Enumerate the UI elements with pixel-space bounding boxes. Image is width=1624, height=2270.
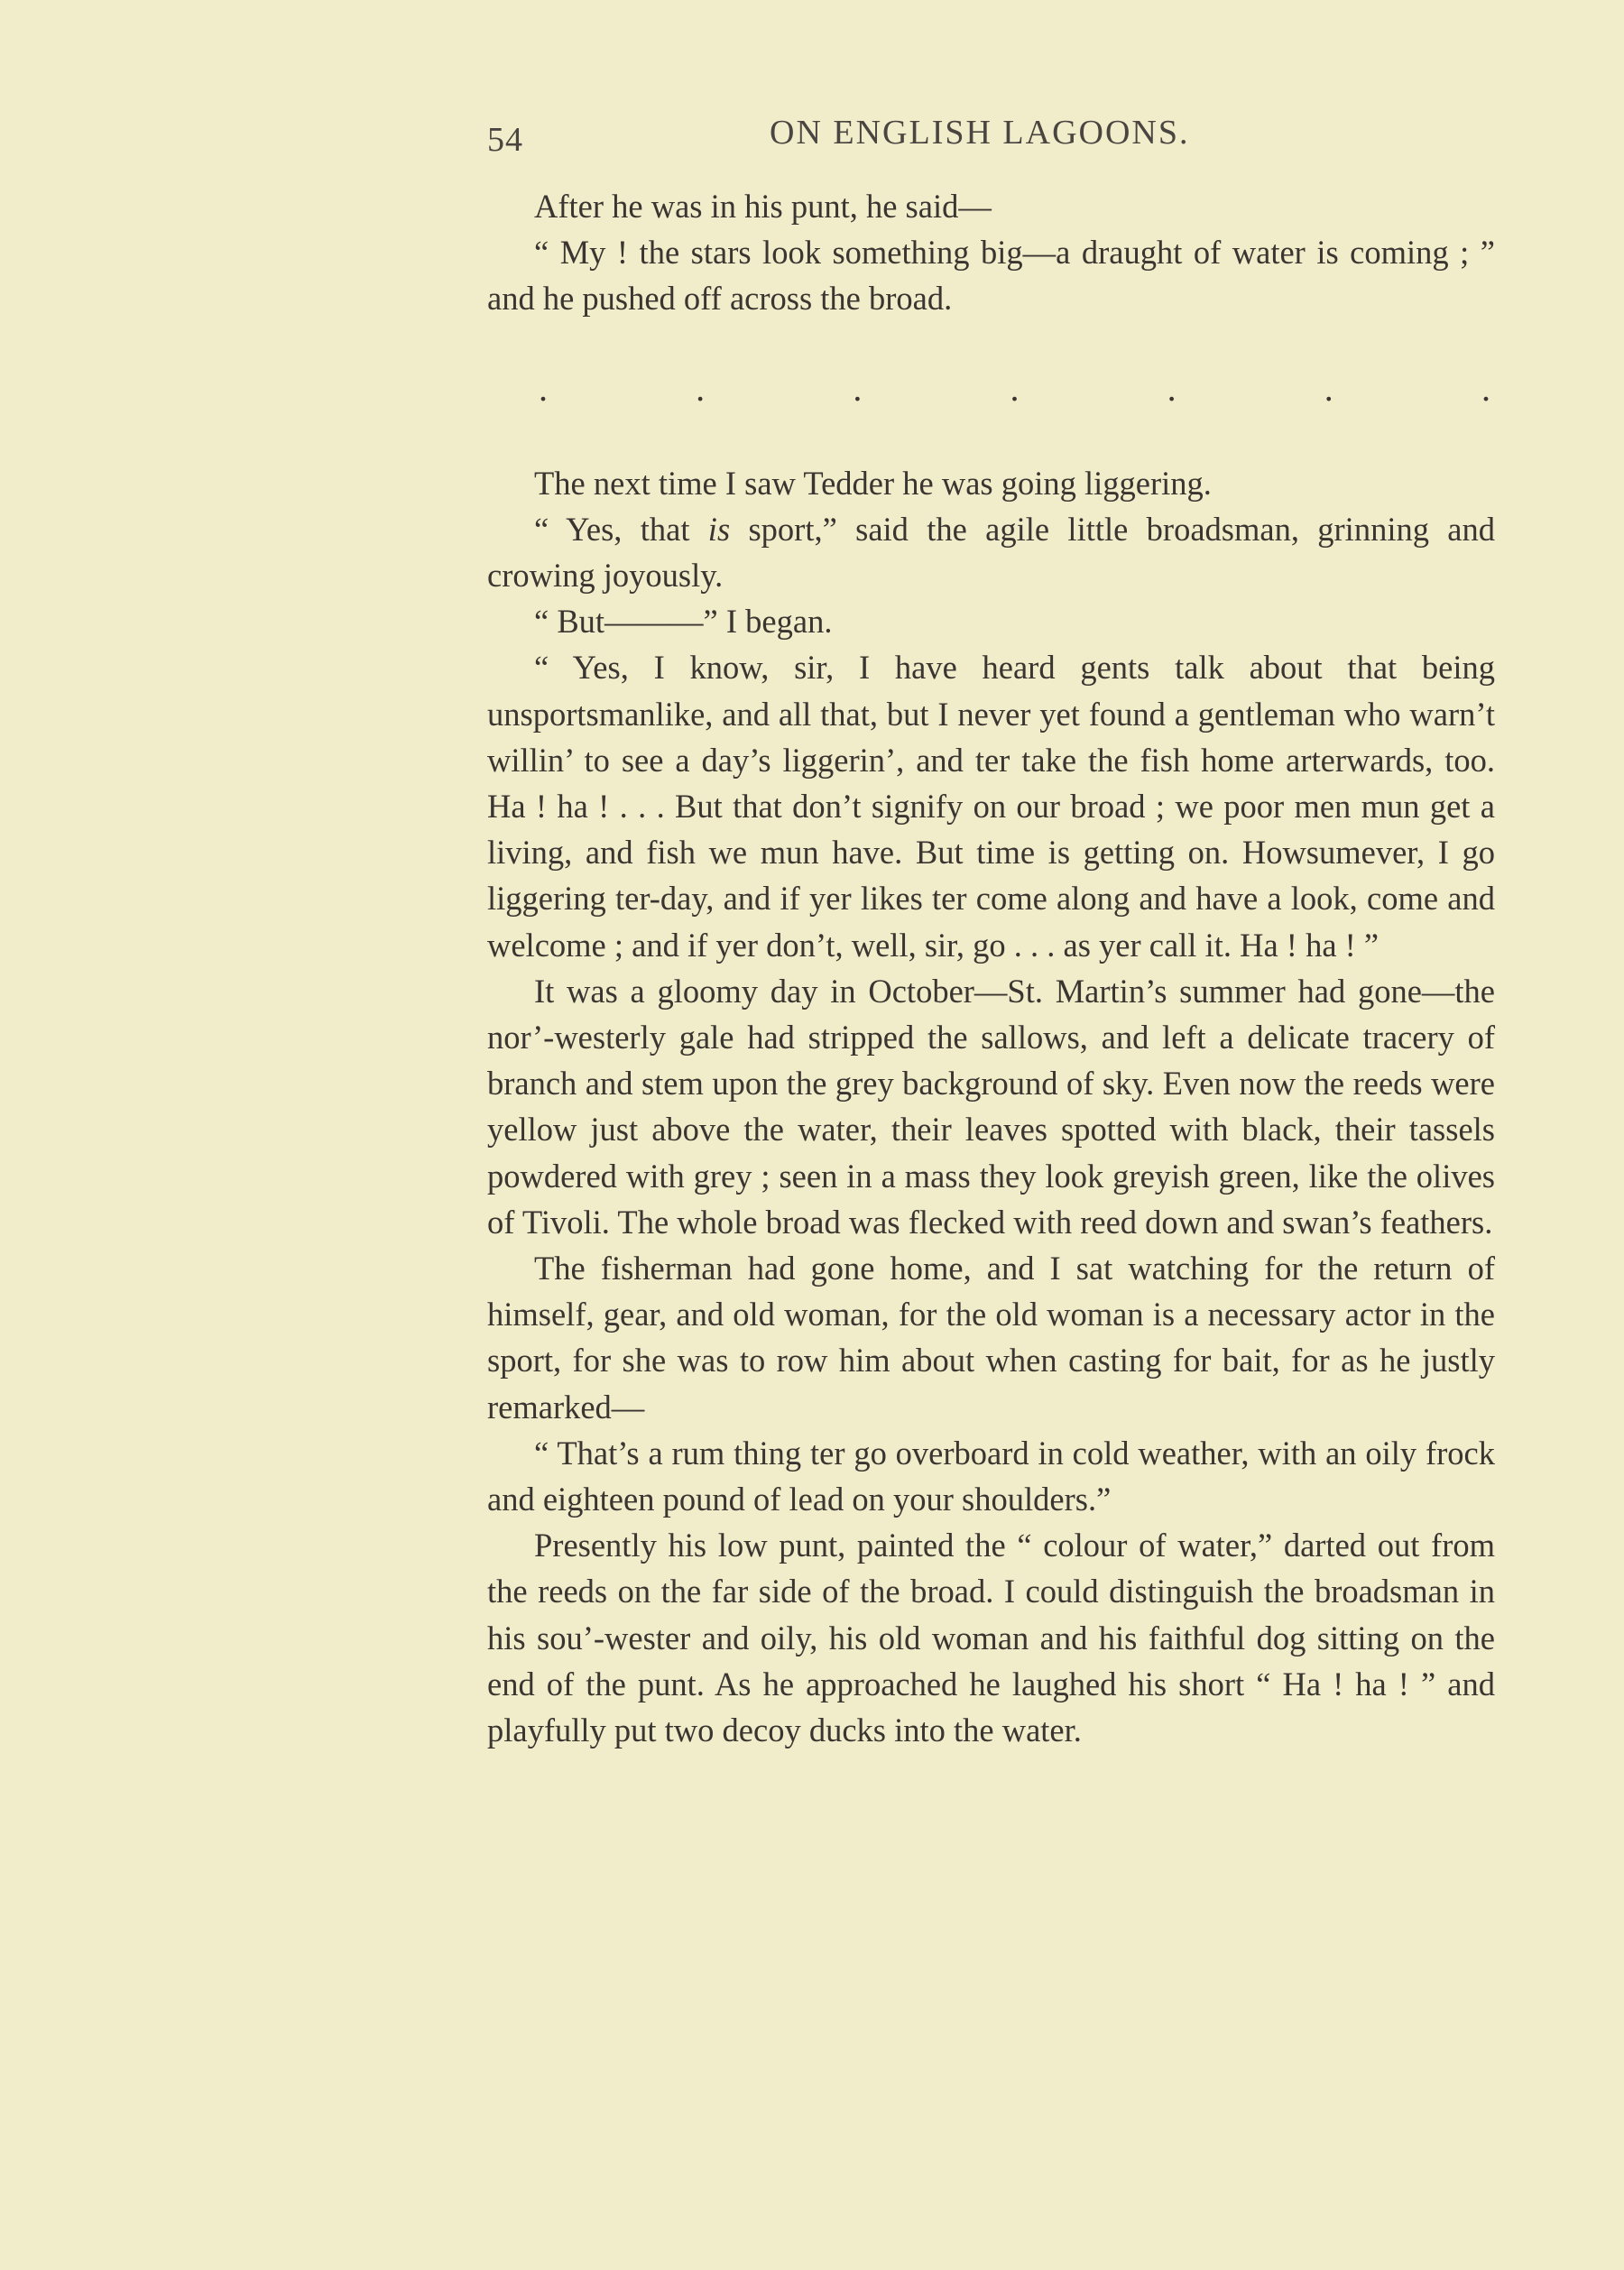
page-header — [487, 113, 1495, 167]
dot: . — [539, 367, 548, 409]
emphasis-text: is — [707, 510, 731, 548]
book-page — [487, 113, 1495, 1753]
paragraph: Presently his low punt, painted the “ colour of water,” darted out from the reeds on the far side of the broad. I could distinguish the broadsman in his sou’-wester and oily, his old woman and his faithful dog sitting on the end of the punt. As he approached he laughed his short “ Ha ! ha ! ” and playfully put two decoy ducks into the water. — [487, 1527, 1495, 1749]
paragraph: After he was in his punt, he said— — [534, 188, 992, 225]
dot: . — [1010, 367, 1020, 409]
body-text — [487, 183, 1495, 1753]
dot: . — [1481, 367, 1490, 409]
paragraph — [487, 506, 1495, 598]
paragraph: The next time I saw Tedder he was going liggering. — [534, 464, 1212, 502]
page-number: 54 — [487, 121, 523, 159]
paragraph: It was a gloomy day in October—St. Martin’s summer had gone—the nor’-westerly gale had stripped the sallows, and left a delicate tracery of branch and stem upon the grey background of sky. Even now the reeds were yellow just above the water, their leaves spotted with black, their tassels powdered with grey ; seen in a mass they look greyish green, like the olives of Tivoli. The whole broad was flecked with reed down and swan’s feathers. — [487, 972, 1495, 1241]
dot: . — [853, 367, 863, 409]
dot: . — [696, 367, 706, 409]
paragraph: “ But———” I began. — [534, 603, 833, 641]
paragraph: The fisherman had gone home, and I sat watching for the return of himself, gear, and old woman, for the old woman is a necessary actor in the sport, for she was to row him about when casting for bait, for as he justly remarked— — [487, 1250, 1495, 1426]
paragraph: “ My ! the stars look something big—a draught of water is coming ; ” and he pushed off across the broad. — [487, 234, 1495, 318]
text-run: sport,” said the agile little broadsman, grinning and crowing joyously. — [487, 510, 1495, 595]
ellipsis-dots — [534, 367, 1495, 409]
dot: . — [1167, 367, 1176, 409]
paragraph: “ That’s a rum thing ter go overboard in cold weather, with an oily frock and eighteen pound of lead on your shoulders.” — [487, 1434, 1495, 1518]
text-run: “ Yes, that — [534, 510, 708, 548]
dot: . — [1324, 367, 1333, 409]
paragraph: “ Yes, I know, sir, I have heard gents talk about that being unsportsmanlike, and all that, but I never yet found a gentleman who warn’t willin’ to see a day’s liggerin’, and ter take the fish home arterwards, too. Ha ! ha ! . . . But that don’t signify on our broad ; we poor men mun get a living, and fish we mun have. But time is getting on. Howsumever, I go liggering ter-day, and if yer likes ter come along and have a look, come and welcome ; and if yer don’t, well, sir, go . . . as yer call it. Ha ! ha ! ” — [487, 649, 1495, 964]
running-head: ON ENGLISH LAGOONS. — [770, 114, 1190, 152]
section-break — [487, 322, 1495, 460]
